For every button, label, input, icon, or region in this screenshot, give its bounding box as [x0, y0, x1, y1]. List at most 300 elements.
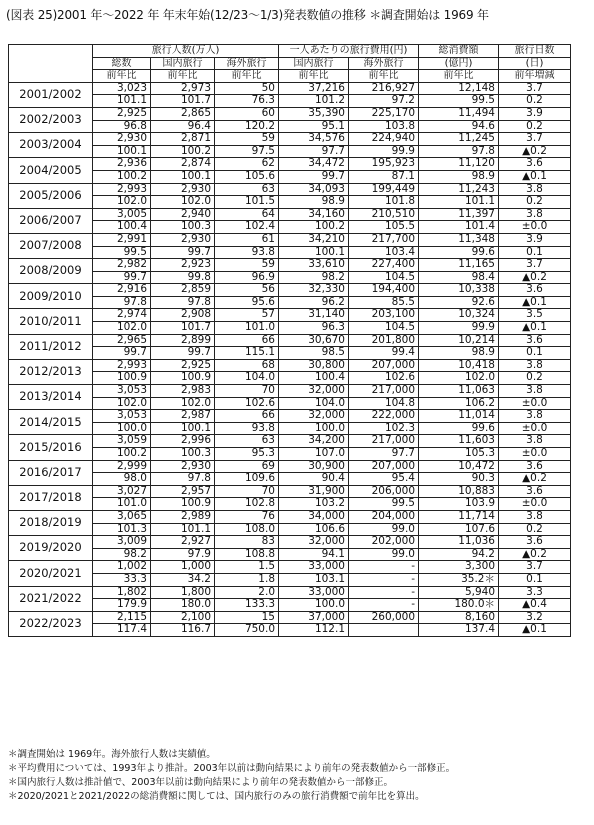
yoy-cell: 100.4 [93, 221, 151, 234]
value-cell: 3.6 [499, 460, 571, 473]
value-cell: 11,243 [419, 183, 499, 196]
value-cell: 34,210 [279, 233, 349, 246]
footnotes [8, 748, 455, 804]
year-cell: 2001/2002 [9, 82, 93, 107]
year-cell: 2020/2021 [9, 561, 93, 586]
yoy-cell: 99.6 [419, 246, 499, 259]
yoy-cell: 99.0 [349, 548, 419, 561]
yoy-label: 前年比 [151, 70, 215, 83]
yoy-cell: 116.7 [151, 624, 215, 637]
value-cell: 3.7 [499, 561, 571, 574]
year-cell: 2012/2013 [9, 359, 93, 384]
yoy-cell: 101.7 [151, 95, 215, 108]
value-cell: 3.6 [499, 536, 571, 549]
yoy-cell: 104.0 [279, 397, 349, 410]
yoy-cell: 97.5 [215, 145, 279, 158]
yoy-cell: 1.8 [215, 573, 279, 586]
value-cell: 2,983 [151, 385, 215, 398]
year-cell: 2016/2017 [9, 460, 93, 485]
yoy-cell: 120.2 [215, 120, 279, 133]
yoy-cell: 104.0 [215, 372, 279, 385]
year-cell: 2019/2020 [9, 536, 93, 561]
value-cell: 201,800 [349, 334, 419, 347]
yoy-cell: ▲0.4 [499, 599, 571, 612]
footnote: ＊国内旅行人数は推計値で、2003年以前は動向結果により前年の発表数値から一部修正。 [8, 777, 393, 788]
value-cell: 3.8 [499, 385, 571, 398]
yoy-cell: 95.3 [215, 448, 279, 461]
yoy-cell: 103.9 [419, 498, 499, 511]
value-cell: 204,000 [349, 510, 419, 523]
value-cell: 11,245 [419, 133, 499, 146]
value-cell: 3.7 [499, 133, 571, 146]
value-cell: 2,923 [151, 259, 215, 272]
yoy-cell: 103.8 [349, 120, 419, 133]
yoy-cell: 108.0 [215, 523, 279, 536]
value-cell: 11,036 [419, 536, 499, 549]
value-cell: 11,714 [419, 510, 499, 523]
value-cell: 207,000 [349, 460, 419, 473]
yoy-cell: 97.8 [93, 296, 151, 309]
table-row-yoy [9, 397, 571, 410]
yoy-cell: 100.3 [151, 221, 215, 234]
year-cell: 2006/2007 [9, 208, 93, 233]
yoy-cell: 98.5 [279, 347, 349, 360]
value-cell: 1,802 [93, 586, 151, 599]
yoy-cell: 0.2 [499, 372, 571, 385]
yoy-cell: 102.0 [151, 397, 215, 410]
value-cell: 222,000 [349, 410, 419, 423]
value-cell: 33,610 [279, 259, 349, 272]
table-row-yoy [9, 347, 571, 360]
yoy-cell: 95.1 [279, 120, 349, 133]
value-cell: 2,999 [93, 460, 151, 473]
value-cell: 60 [215, 107, 279, 120]
yoy-cell: 100.1 [279, 246, 349, 259]
yoy-cell: 96.3 [279, 322, 349, 335]
yoy-cell: 98.4 [419, 271, 499, 284]
table-row-yoy [9, 573, 571, 586]
yoy-cell: 108.8 [215, 548, 279, 561]
value-cell: 30,900 [279, 460, 349, 473]
table-row [9, 410, 571, 423]
table-row-yoy [9, 322, 571, 335]
yoy-cell: 101.0 [215, 322, 279, 335]
value-cell: 10,214 [419, 334, 499, 347]
table-row [9, 208, 571, 221]
value-cell: 2,993 [93, 183, 151, 196]
value-cell: 203,100 [349, 309, 419, 322]
yoy-cell: 99.4 [349, 347, 419, 360]
yoy-cell: 100.9 [151, 372, 215, 385]
yoy-cell: ▲0.2 [499, 145, 571, 158]
yoy-cell: 179.9 [93, 599, 151, 612]
yoy-cell: 103.1 [279, 573, 349, 586]
value-cell: 2,871 [151, 133, 215, 146]
yoy-cell: 180.0 [151, 599, 215, 612]
value-cell: 62 [215, 158, 279, 171]
value-cell: 2,940 [151, 208, 215, 221]
value-cell: 3,053 [93, 385, 151, 398]
value-cell: 33,000 [279, 561, 349, 574]
value-cell: 12,148 [419, 82, 499, 95]
table-row-yoy [9, 196, 571, 209]
yoy-label: 前年比 [215, 70, 279, 83]
yoy-cell: 34.2 [151, 573, 215, 586]
value-cell: 3.9 [499, 107, 571, 120]
year-cell: 2007/2008 [9, 233, 93, 258]
yoy-cell: 99.0 [349, 523, 419, 536]
yoy-cell: 76.3 [215, 95, 279, 108]
value-cell: 5,940 [419, 586, 499, 599]
yoy-cell: 100.2 [93, 448, 151, 461]
value-cell: 11,014 [419, 410, 499, 423]
yoy-cell: 102.0 [419, 372, 499, 385]
value-cell: 66 [215, 410, 279, 423]
table-row [9, 158, 571, 171]
yoy-cell: 100.1 [93, 145, 151, 158]
yoy-cell: ▲0.1 [499, 322, 571, 335]
value-cell: 2,899 [151, 334, 215, 347]
table-row-yoy [9, 296, 571, 309]
yoy-cell: 102.0 [93, 397, 151, 410]
year-cell: 2017/2018 [9, 485, 93, 510]
yoy-cell: 98.0 [93, 473, 151, 486]
value-cell: 1,002 [93, 561, 151, 574]
yoy-cell: 99.7 [151, 246, 215, 259]
yoy-cell: 0.2 [499, 95, 571, 108]
yoy-cell: 101.3 [93, 523, 151, 536]
yoy-cell: 90.4 [279, 473, 349, 486]
value-cell: 70 [215, 385, 279, 398]
value-cell: 199,449 [349, 183, 419, 196]
value-cell: 11,063 [419, 385, 499, 398]
value-cell: 56 [215, 284, 279, 297]
value-cell: 76 [215, 510, 279, 523]
value-cell: 3.8 [499, 183, 571, 196]
yoy-cell: ▲0.2 [499, 473, 571, 486]
table-row [9, 107, 571, 120]
value-cell: 10,418 [419, 359, 499, 372]
yoy-cell: 115.1 [215, 347, 279, 360]
yoy-label: 前年比 [419, 70, 499, 83]
yoy-cell: 99.7 [279, 170, 349, 183]
value-cell: 3,009 [93, 536, 151, 549]
table-row-yoy [9, 548, 571, 561]
yoy-cell: 95.6 [215, 296, 279, 309]
value-cell: 3,027 [93, 485, 151, 498]
yoy-cell: 99.5 [93, 246, 151, 259]
yoy-cell: 33.3 [93, 573, 151, 586]
table-row-yoy [9, 271, 571, 284]
value-cell: 11,397 [419, 208, 499, 221]
yoy-cell: 100.2 [93, 170, 151, 183]
total-travelers-header: 総数 [93, 57, 151, 70]
yoy-cell: 100.1 [151, 422, 215, 435]
yoy-cell: 98.9 [419, 347, 499, 360]
value-cell: 32,000 [279, 536, 349, 549]
yoy-cell: 97.8 [151, 296, 215, 309]
yoy-cell: - [349, 573, 419, 586]
value-cell: 2,993 [93, 359, 151, 372]
value-cell: 217,700 [349, 233, 419, 246]
travelers-group-header: 旅行人数(万人) [93, 45, 279, 58]
year-header-cell [9, 45, 93, 83]
total-spend-header: 総消費額 [419, 45, 499, 58]
yoy-cell: 105.3 [419, 448, 499, 461]
yoy-cell: 102.6 [215, 397, 279, 410]
yoy-label: 前年比 [279, 70, 349, 83]
yoy-cell: 107.0 [279, 448, 349, 461]
yoy-cell: 35.2＊ [419, 573, 499, 586]
table-row-yoy [9, 120, 571, 133]
yoy-cell: ▲0.1 [499, 296, 571, 309]
table-row-yoy [9, 221, 571, 234]
table-row [9, 385, 571, 398]
yoy-cell: 99.6 [419, 422, 499, 435]
value-cell: 3.8 [499, 510, 571, 523]
table-row [9, 309, 571, 322]
value-cell: 34,472 [279, 158, 349, 171]
table-row [9, 611, 571, 624]
yoy-cell: 100.4 [279, 372, 349, 385]
yoy-cell: 99.5 [419, 95, 499, 108]
yoy-cell: 0.1 [499, 246, 571, 259]
yoy-cell: 99.8 [151, 271, 215, 284]
table-row-yoy [9, 246, 571, 259]
year-cell: 2005/2006 [9, 183, 93, 208]
table-row [9, 82, 571, 95]
yoy-cell: ±0.0 [499, 498, 571, 511]
value-cell: 59 [215, 259, 279, 272]
value-cell: 2,965 [93, 334, 151, 347]
yoy-cell: 102.4 [215, 221, 279, 234]
year-cell: 2015/2016 [9, 435, 93, 460]
value-cell: 3.6 [499, 158, 571, 171]
value-cell: 224,940 [349, 133, 419, 146]
yoy-cell: 101.7 [151, 322, 215, 335]
yoy-cell: 92.6 [419, 296, 499, 309]
value-cell: 2,930 [151, 460, 215, 473]
value-cell: 3.5 [499, 309, 571, 322]
value-cell: 1,000 [151, 561, 215, 574]
value-cell: 2,859 [151, 284, 215, 297]
table-row [9, 460, 571, 473]
yoy-cell: ▲0.1 [499, 624, 571, 637]
footnote: ＊2020/2021と2021/2022の総消費額に関しては、国内旅行のみの旅行消費額で前年比を算出。 [8, 791, 425, 802]
yoy-cell: ▲0.2 [499, 271, 571, 284]
yoy-cell: 99.9 [419, 322, 499, 335]
value-cell: 34,093 [279, 183, 349, 196]
table-row [9, 536, 571, 549]
value-cell: 32,000 [279, 410, 349, 423]
yoy-cell: ±0.0 [499, 448, 571, 461]
table-row [9, 183, 571, 196]
value-cell: 3,023 [93, 82, 151, 95]
value-cell: 61 [215, 233, 279, 246]
value-cell: - [349, 586, 419, 599]
yoy-cell: 109.6 [215, 473, 279, 486]
table-row-yoy [9, 95, 571, 108]
yoy-cell: 104.8 [349, 397, 419, 410]
table-row [9, 485, 571, 498]
value-cell: 2,874 [151, 158, 215, 171]
yoy-cell: 101.8 [349, 196, 419, 209]
yoy-cell: 106.6 [279, 523, 349, 536]
value-cell: 3.8 [499, 410, 571, 423]
yoy-cell: 98.9 [279, 196, 349, 209]
value-cell: 206,000 [349, 485, 419, 498]
yoy-cell: 112.1 [279, 624, 349, 637]
value-cell: 50 [215, 82, 279, 95]
yoy-cell: 102.3 [349, 422, 419, 435]
table-row [9, 586, 571, 599]
value-cell: 10,883 [419, 485, 499, 498]
value-cell: 15 [215, 611, 279, 624]
value-cell: 202,000 [349, 536, 419, 549]
value-cell: 63 [215, 435, 279, 448]
yoy-cell: 100.0 [93, 422, 151, 435]
yoy-cell: 100.3 [151, 448, 215, 461]
value-cell: 3,059 [93, 435, 151, 448]
yoy-cell: 102.0 [93, 322, 151, 335]
value-cell: 2,925 [151, 359, 215, 372]
yoy-cell: 106.2 [419, 397, 499, 410]
value-cell: 2,930 [93, 133, 151, 146]
value-cell: 37,000 [279, 611, 349, 624]
yoy-cell: 101.1 [419, 196, 499, 209]
yoy-cell: 97.7 [349, 448, 419, 461]
value-cell: 68 [215, 359, 279, 372]
value-cell: 2,927 [151, 536, 215, 549]
value-cell: 2,996 [151, 435, 215, 448]
table-row-yoy [9, 145, 571, 158]
table-row [9, 334, 571, 347]
table-row [9, 510, 571, 523]
yoy-cell: 99.5 [349, 498, 419, 511]
yoy-cell [349, 624, 419, 637]
value-cell: 3.6 [499, 485, 571, 498]
value-cell: 2,100 [151, 611, 215, 624]
value-cell: 69 [215, 460, 279, 473]
yoy-cell: 180.0＊ [419, 599, 499, 612]
yoy-cell: 100.2 [151, 145, 215, 158]
table-row [9, 233, 571, 246]
value-cell: 11,165 [419, 259, 499, 272]
year-cell: 2014/2015 [9, 410, 93, 435]
value-cell: 2,930 [151, 183, 215, 196]
yoy-cell: 87.1 [349, 170, 419, 183]
value-cell: 216,927 [349, 82, 419, 95]
total-spend-unit: (億円) [419, 57, 499, 70]
value-cell: 70 [215, 485, 279, 498]
table-body [9, 82, 571, 636]
value-cell: 2,925 [93, 107, 151, 120]
table-row-yoy [9, 422, 571, 435]
yoy-cell: ±0.0 [499, 221, 571, 234]
yoy-cell: 96.4 [151, 120, 215, 133]
value-cell: 3.6 [499, 284, 571, 297]
value-cell: 2,115 [93, 611, 151, 624]
yoy-cell: 94.1 [279, 548, 349, 561]
cost-group-header: 一人あたりの旅行費用(円) [279, 45, 419, 58]
yoy-cell: 117.4 [93, 624, 151, 637]
value-cell: 32,000 [279, 385, 349, 398]
table-row-yoy [9, 599, 571, 612]
yoy-cell: 100.9 [151, 498, 215, 511]
value-cell: 2,908 [151, 309, 215, 322]
year-cell: 2004/2005 [9, 158, 93, 183]
value-cell: 34,576 [279, 133, 349, 146]
yoy-cell: 98.9 [419, 170, 499, 183]
yoy-cell: 0.1 [499, 573, 571, 586]
yoy-cell: 90.3 [419, 473, 499, 486]
yoy-cell: 0.2 [499, 523, 571, 536]
table-row [9, 561, 571, 574]
table-row-yoy [9, 473, 571, 486]
value-cell: 11,494 [419, 107, 499, 120]
value-cell: 3,065 [93, 510, 151, 523]
yoy-cell: 98.2 [93, 548, 151, 561]
yoy-cell: ±0.0 [499, 397, 571, 410]
yoy-cell: 100.9 [93, 372, 151, 385]
value-cell: 3,005 [93, 208, 151, 221]
value-cell: 3.3 [499, 586, 571, 599]
overseas-cost-header: 海外旅行 [349, 57, 419, 70]
domestic-travelers-header: 国内旅行 [151, 57, 215, 70]
value-cell: 31,140 [279, 309, 349, 322]
yoy-cell: 101.1 [151, 523, 215, 536]
year-cell: 2002/2003 [9, 107, 93, 132]
yoy-cell: ±0.0 [499, 422, 571, 435]
table-row-yoy [9, 372, 571, 385]
value-cell: 66 [215, 334, 279, 347]
yoy-cell: 101.4 [419, 221, 499, 234]
yoy-cell: 103.4 [349, 246, 419, 259]
value-cell: 3.8 [499, 435, 571, 448]
value-cell: 2,991 [93, 233, 151, 246]
value-cell: 2,930 [151, 233, 215, 246]
value-cell: 34,160 [279, 208, 349, 221]
yoy-cell: 93.8 [215, 246, 279, 259]
year-cell: 2018/2019 [9, 510, 93, 535]
yoy-cell: - [349, 599, 419, 612]
value-cell: 10,338 [419, 284, 499, 297]
value-cell: 83 [215, 536, 279, 549]
value-cell: 30,800 [279, 359, 349, 372]
value-cell: 34,200 [279, 435, 349, 448]
yoy-cell: 102.6 [349, 372, 419, 385]
yoy-cell: 99.7 [151, 347, 215, 360]
yoy-cell: 101.5 [215, 196, 279, 209]
value-cell: 217,000 [349, 435, 419, 448]
yoy-cell: 100.0 [279, 422, 349, 435]
value-cell: 35,390 [279, 107, 349, 120]
yoy-cell: 133.3 [215, 599, 279, 612]
table-row [9, 133, 571, 146]
yoy-cell: 97.8 [419, 145, 499, 158]
value-cell: 31,900 [279, 485, 349, 498]
yoy-label: 前年比 [93, 70, 151, 83]
value-cell: 3.8 [499, 359, 571, 372]
value-cell: 1.5 [215, 561, 279, 574]
value-cell: - [349, 561, 419, 574]
yoy-cell: 96.2 [279, 296, 349, 309]
value-cell: 2,916 [93, 284, 151, 297]
yoy-cell: 100.2 [279, 221, 349, 234]
value-cell: 3,300 [419, 561, 499, 574]
yoy-cell: 96.8 [93, 120, 151, 133]
travel-days-unit: (日) [499, 57, 571, 70]
